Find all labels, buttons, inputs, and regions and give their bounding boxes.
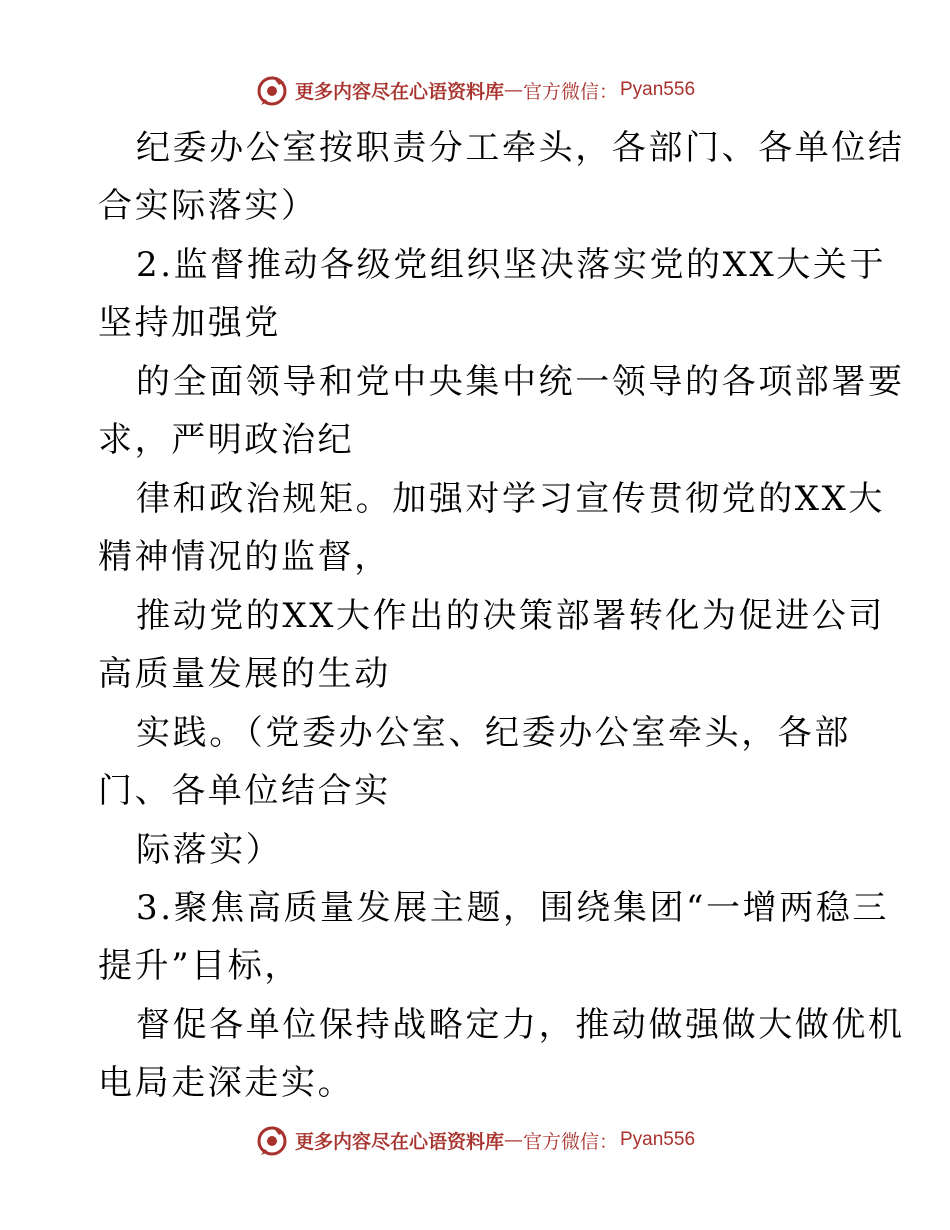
watermark-logo-icon (255, 73, 289, 107)
text-line: 精神情况的监督， (98, 537, 391, 577)
text-line: 际落实） (136, 830, 283, 870)
watermark-dash: — (503, 79, 523, 101)
watermark-wechat-id: Pyan556 (620, 1129, 696, 1150)
watermark-label: 官方微信： (522, 80, 618, 103)
text-line: 3.聚焦高质量发展主题，围绕集团“一增两稳三 (136, 888, 890, 928)
text-line: 合实际落实） (98, 186, 318, 226)
watermark-text: 更多内容尽在心语资料库 (294, 80, 504, 103)
text-line: 的全面领导和党中央集中统一领导的各项部署要 (136, 362, 905, 402)
text-line: 律和政治规矩。加强对学习宣传贯彻党的XX大 (136, 479, 886, 519)
watermark-wechat-id: Pyan556 (620, 79, 696, 100)
text-line: 坚持加强党 (98, 303, 281, 343)
header-watermark (0, 70, 950, 110)
text-line: 提升”目标， (98, 946, 301, 986)
text-line: 门、各单位结合实 (98, 771, 391, 811)
text-line: 2.监督推动各级党组织坚决落实党的XX大关于 (136, 245, 887, 285)
text-line: 推动党的XX大作出的决策部署转化为促进公司 (136, 596, 886, 636)
watermark-logo-icon (255, 1123, 289, 1157)
text-line: 高质量发展的生动 (98, 654, 391, 694)
watermark-label: 官方微信： (522, 1130, 618, 1153)
text-line: 纪委办公室按职责分工牵头，各部门、各单位结 (136, 128, 905, 168)
watermark-text: 更多内容尽在心语资料库 (294, 1130, 504, 1153)
text-line: 求，严明政治纪 (98, 420, 355, 460)
text-line: 督促各单位保持战略定力，推动做强做大做优机 (136, 1005, 905, 1045)
watermark-dash: — (503, 1129, 523, 1151)
text-line: 电局走深走实。 (98, 1063, 355, 1103)
text-line: 实践。（党委办公室、纪委办公室牵头，各部 (136, 713, 851, 753)
footer-watermark (0, 1120, 950, 1160)
